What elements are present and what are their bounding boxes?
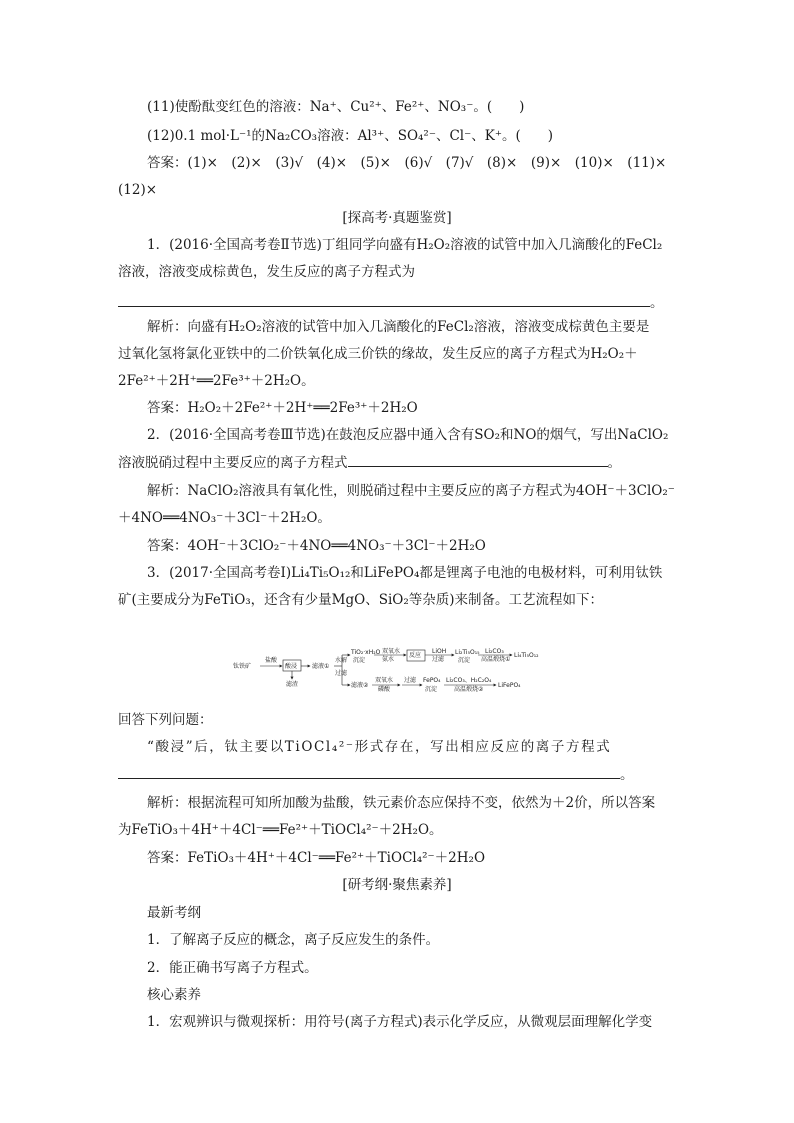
flow-li2ti5o15: Li₂Ti₅O₁₅ xyxy=(455,649,480,656)
problem-3-blank-line xyxy=(118,764,634,785)
outline-item-2: 2．能正确书写离子方程式。 xyxy=(147,960,318,976)
flow-label-ammonia: 氨水 xyxy=(382,656,395,663)
flow-li2ti5o15-precip: 沉淀 xyxy=(458,657,471,664)
problem-2-answer: 答案：4OH⁻＋3ClO₂⁻＋4NO══4NO₃⁻＋3Cl⁻＋2H₂O xyxy=(147,538,486,554)
problem-1-line-2: 溶液，溶液变成棕黄色，发生反应的离子方程式为 xyxy=(118,264,415,280)
problem-3-subquestion: “酸浸”后，钛主要以TiOCl₄²⁻形式存在，写出相应反应的离子方程式 xyxy=(147,739,612,755)
problem-3-question: 回答下列问题： xyxy=(118,712,213,728)
heading-core-literacy: 核心素养 xyxy=(147,987,201,1003)
outline-item-1: 1．了解离子反应的概念，离子反应发生的条件。 xyxy=(147,932,440,948)
problem-3-line-2: 矿(主要成分为FeTiO₃，还含有少量MgO、SiO₂等杂质)来制备。工艺流程如下： xyxy=(118,592,604,608)
flow-reaction: 反应 xyxy=(409,652,422,659)
heading-latest-outline: 最新考纲 xyxy=(147,905,201,921)
question-11: (11)使酚酞变红色的溶液：Na⁺、Cu²⁺、Fe²⁺、NO₃⁻。( ) xyxy=(147,99,525,115)
flow-label-h2o2-b: 双氧水 xyxy=(375,677,394,684)
flow-filtrate-2: 滤液② xyxy=(351,682,369,689)
problem-3-solution-2: 为FeTiO₃＋4H⁺＋4Cl⁻══Fe²⁺＋TiOCl₄²⁻＋2H₂O。 xyxy=(118,822,443,838)
problem-1-solution-1: 解析：向盛有H₂O₂溶液的试管中加入几滴酸化的FeCl₂溶液，溶液变成棕黄色主要是 xyxy=(147,319,650,335)
flow-label-phosphoric: 磷酸 xyxy=(378,686,391,693)
flow-li4ti5o12: Li₄Ti₅O₁₂ xyxy=(514,652,539,659)
problem-1-line-1: 1．(2016·全国高考卷Ⅱ节选)丁组同学向盛有H₂O₂溶液的试管中加入几滴酸化的FeCl₂ xyxy=(147,237,663,253)
blank-end-mark: 。 xyxy=(650,295,664,311)
flow-label-calcine-1: 高温煅烧① xyxy=(481,656,511,663)
problem-3-solution-1: 解析：根据流程可知所加酸为盐酸，铁元素价态应保持不变，依然为＋2价，所以答案 xyxy=(147,795,656,811)
problem-2-text: 溶液脱硝过程中主要反应的离子方程式 xyxy=(118,455,348,471)
section-title-outline: [研考纲·聚焦素养] xyxy=(342,877,452,893)
answers-line-2: (12)× xyxy=(118,182,158,198)
problem-2-solution-2: ＋4NO══4NO₃⁻＋3Cl⁻＋2H₂O。 xyxy=(118,510,331,526)
flow-tio2-precip: 沉淀 xyxy=(353,657,366,664)
flow-residue: 滤渣 xyxy=(286,681,299,688)
problem-1-solution-3: 2Fe²⁺＋2H⁺══2Fe³⁺＋2H₂O。 xyxy=(118,373,315,389)
flow-ore: 钛铁矿 xyxy=(233,663,252,670)
flow-label-filter-2: 过滤 xyxy=(432,656,445,663)
answer-blank xyxy=(118,292,650,307)
flow-label-filter-3: 过滤 xyxy=(404,677,417,684)
process-flow-diagram xyxy=(232,647,582,693)
flow-label-h2o2: 双氧水 xyxy=(382,648,401,655)
blank-end-mark: 。 xyxy=(607,455,621,471)
flow-label-filter-1: 过滤 xyxy=(335,670,348,677)
flow-label-calcine-2: 高温煅烧② xyxy=(454,686,484,693)
answer-blank xyxy=(118,764,620,779)
flow-label-lioh: LiOH xyxy=(432,648,447,655)
flow-leach: 酸浸 xyxy=(285,663,298,670)
answers-line-1: 答案：(1)× (2)× (3)√ (4)× (5)× (6)√ (7)√ (8)× (9)× (10)× (11)× xyxy=(147,155,667,171)
problem-2-line-2 xyxy=(118,452,621,473)
question-12: (12)0.1 mol·L⁻¹的Na₂CO₃溶液：Al³⁺、SO₄²⁻、Cl⁻、K⁺。( ) xyxy=(147,128,553,144)
flow-lifepo4: LiFePO₄ xyxy=(498,682,521,689)
flow-tio2: TiO₂·xH₂O xyxy=(351,649,381,656)
problem-3-answer: 答案：FeTiO₃＋4H⁺＋4Cl⁻══Fe²⁺＋TiOCl₄²⁻＋2H₂O xyxy=(147,850,486,866)
answer-blank xyxy=(348,452,608,467)
problem-1-solution-2: 过氧化氢将氯化亚铁中的二价铁氧化成三价铁的缘故，发生反应的离子方程式为H₂O₂＋ xyxy=(118,346,638,362)
problem-1-answer: 答案：H₂O₂＋2Fe²⁺＋2H⁺══2Fe³⁺＋2H₂O xyxy=(147,400,418,416)
flow-label-li2co3: Li₂CO₃ xyxy=(485,648,504,655)
problem-2-solution-1: 解析：NaClO₂溶液具有氧化性，则脱硝过程中主要反应的离子方程式为4OH⁻＋3ClO₂⁻ xyxy=(147,483,675,499)
problem-3-line-1: 3．(2017·全国高考卷Ⅰ)Li₄Ti₅O₁₂和LiFePO₄都是锂离子电池的电极材料，可利用钛铁 xyxy=(147,565,663,581)
flow-fepo4-precip: 沉淀 xyxy=(425,686,438,693)
flow-filtrate-1: 滤液① xyxy=(312,663,330,670)
section-title-exam: [探高考·真题鉴赏] xyxy=(342,210,452,226)
blank-end-mark: 。 xyxy=(620,767,634,783)
flow-fepo4: FePO₄ xyxy=(423,677,441,684)
flow-label-acid: 盐酸 xyxy=(265,657,278,664)
core-item-1: 1．宏观辨识与微观探析：用符号(离子方程式)表示化学反应，从微观层面理解化学变 xyxy=(147,1014,653,1030)
problem-2-line-1: 2．(2016·全国高考卷Ⅲ节选)在鼓泡反应器中通入含有SO₂和NO的烟气，写出NaClO₂ xyxy=(147,427,669,443)
flow-label-li2co3-h2c2o4: Li₂CO₃、H₂C₂O₄ xyxy=(446,677,492,684)
flow-label-hydrolysis: 水解 xyxy=(335,657,348,664)
problem-1-blank-line xyxy=(118,292,664,313)
